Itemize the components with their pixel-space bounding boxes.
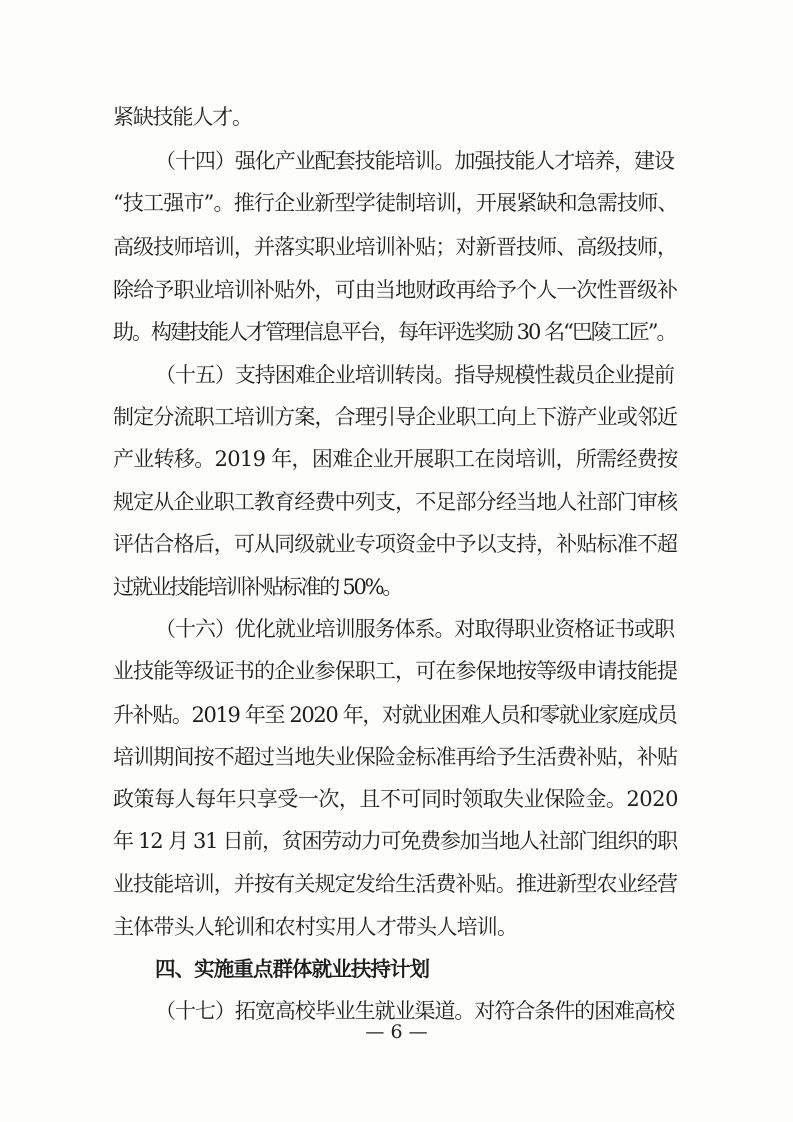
text-line: “技工强市”。推行企业新型学徒制培训，开展紧缺和急需技师、 <box>113 191 678 216</box>
text-line: 年 12 月 31 日前，贫困劳动力可免费参加当地人社部门组织的职 <box>113 829 677 854</box>
text-line: 产业转移。2019 年，困难企业开展职工在岗培训，所需经费按 <box>113 447 678 472</box>
text-line: 评估合格后，可从同级就业专项资金中予以支持，补贴标准不超 <box>113 531 678 556</box>
text-line: （十六）优化就业培训服务体系。对取得职业资格证书或职 <box>155 617 674 642</box>
text-line: 除给予职业培训补贴外，可由当地财政再给予个人一次性晋级补 <box>113 277 678 302</box>
section-heading: 四、实施重点群体就业扶持计划 <box>155 956 430 981</box>
text-line: 升补贴。2019 年至 2020 年，对就业困难人员和零就业家庭成员 <box>113 702 677 727</box>
text-line: （十七）拓宽高校毕业生就业渠道。对符合条件的困难高校 <box>155 999 674 1023</box>
page-number: — 6 — <box>365 1021 428 1043</box>
text-line: 助。构建技能人才管理信息平台，每年评选奖励 30 名“巴陵工匠”。 <box>113 319 676 344</box>
text-line: 过就业技能培训补贴标准的 50%。 <box>113 574 402 599</box>
text-line: 业技能等级证书的企业参保职工，可在参保地按等级申请技能提 <box>113 659 678 684</box>
text-line: 高级技师培训，并落实职业培训补贴；对新晋技师、高级技师， <box>113 235 678 260</box>
text-line: 规定从企业职工教育经费中列支，不足部分经当地人社部门审核 <box>113 489 678 514</box>
text-line: 政策每人每年只享受一次，且不可同时领取失业保险金。2020 <box>113 786 678 811</box>
text-line: 业技能培训，并按有关规定发给生活费补贴。推进新型农业经营 <box>113 872 678 897</box>
text-line: 培训期间按不超过当地失业保险金标准再给予生活费补贴，补贴 <box>113 744 678 769</box>
text-line: 制定分流职工培训方案，合理引导企业职工向上下游产业或邻近 <box>113 405 678 430</box>
text-line: （十四）强化产业配套技能培训。加强技能人才培养，建设 <box>155 149 674 174</box>
text-line: 主体带头人轮训和农村实用人才带头人培训。 <box>113 914 518 939</box>
text-line: （十五）支持困难企业培训转岗。指导规模性裁员企业提前 <box>155 362 674 387</box>
text-line: 紧缺技能人才。 <box>113 105 252 129</box>
